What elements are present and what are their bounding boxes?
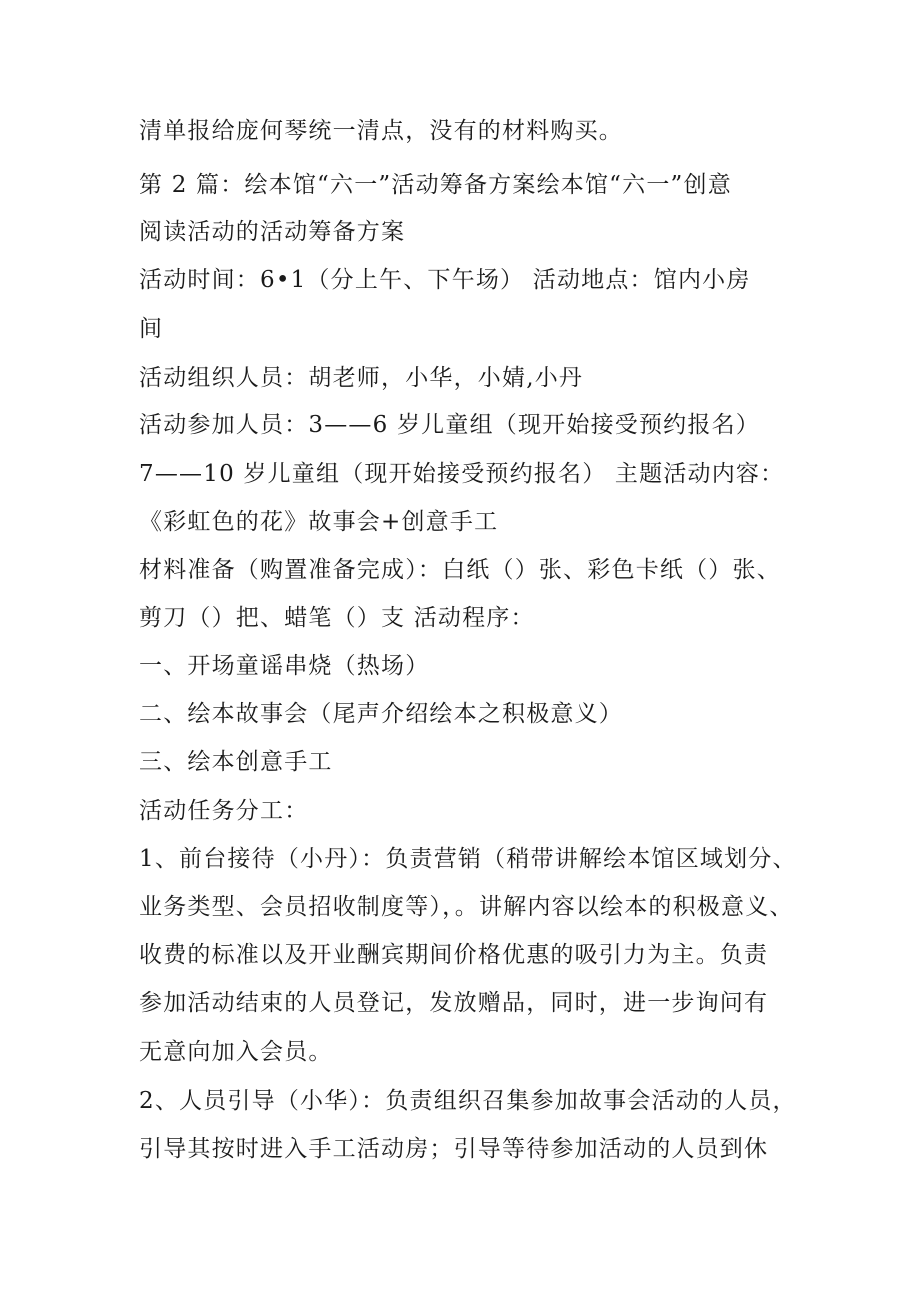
text-line: 参加活动结束的人员登记，发放赠品，同时，进一步询问有 <box>139 990 769 1016</box>
text-line: 2、人员引导（小华）：负责组织召集参加故事会活动的人员， <box>139 1088 797 1114</box>
text-line: 《彩虹色的花》故事会+创意手工 <box>139 509 499 535</box>
text-line: 阅读活动的活动筹备方案 <box>139 219 406 245</box>
text-line: 二、绘本故事会（尾声介绍绘本之积极意义） <box>139 701 623 727</box>
text-line: 收费的标准以及开业酬宾期间价格优惠的吸引力为主。负责 <box>139 942 769 968</box>
text-line: 材料准备（购置准备完成）：白纸（）张、彩色卡纸（）张、 <box>139 557 781 583</box>
text-line: 三、绘本创意手工 <box>139 749 333 775</box>
text-line: 7——10 岁儿童组（现开始接受预约报名） 主题活动内容： <box>139 461 785 487</box>
text-line: 无意向加入会员。 <box>139 1039 333 1065</box>
text-line: 第 2 篇：绘本馆“六一”活动筹备方案绘本馆“六一”创意 <box>139 172 732 198</box>
text-line: 1、前台接待（小丹）：负责营销（稍带讲解绘本馆区域划分、 <box>139 846 797 872</box>
text-line: 清单报给庞何琴统一清点，没有的材料购买。 <box>139 118 623 144</box>
text-line: 活动参加人员：3——6 岁儿童组（现开始接受预约报名） <box>139 412 760 438</box>
text-line: 一、开场童谣串烧（热场） <box>139 653 430 679</box>
text-line: 剪刀（）把、蜡笔（）支 活动程序： <box>139 605 535 631</box>
text-line: 活动时间：6•1（分上午、下午场） 活动地点：馆内小房 <box>139 267 751 293</box>
text-line: 活动组织人员：胡老师，小华，小婧,小丹 <box>139 365 584 391</box>
text-line: 活动任务分工： <box>139 798 309 824</box>
text-line: 引导其按时进入手工活动房；引导等待参加活动的人员到休 <box>139 1136 769 1162</box>
text-line: 间 <box>139 316 164 342</box>
text-line: 业务类型、会员招收制度等），。讲解内容以绘本的积极意义、 <box>139 894 794 920</box>
